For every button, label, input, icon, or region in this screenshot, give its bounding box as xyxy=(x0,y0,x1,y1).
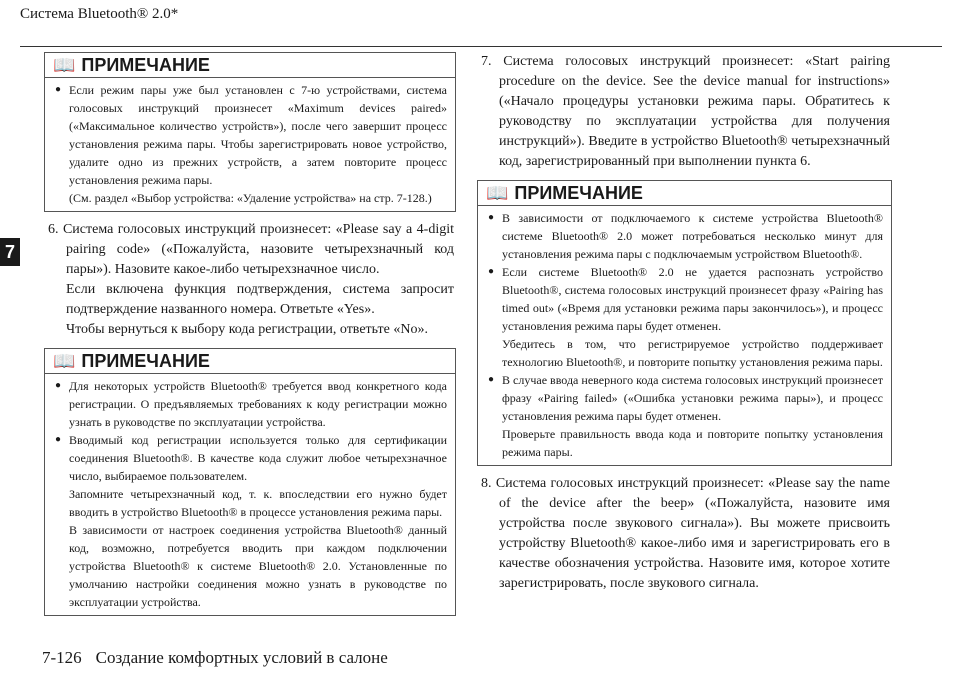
note-book-icon: 📖 xyxy=(53,55,76,75)
header-rule xyxy=(20,46,942,47)
note-bullet: ● В случае ввода неверного кода система голосовых инструкций произнесет фразу «Pairing failed» («Ошибка установки режима пары»), и процесс установления режима пары будет отменен. xyxy=(488,371,883,425)
note-box-registration-code xyxy=(44,348,456,616)
note-text: Проверьте правильность ввода кода и повторите попытку установления режима пары. xyxy=(502,427,883,459)
note-title: ПРИМЕЧАНИЕ xyxy=(81,351,210,371)
note-title: ПРИМЕЧАНИЕ xyxy=(514,183,643,203)
note-bullet: ● Для некоторых устройств Bluetooth® требуется ввод конкретного кода регистрации. О предъявляемых требованиях к коду регистрации можно узнать в руководстве по эксплуатации устройства. xyxy=(55,377,447,431)
note-book-icon: 📖 xyxy=(53,351,76,371)
note-bullet: ● Если режим пары уже был установлен с 7-ю устройствами, система голосовых инструкций произнесет «Maximum devices paired» («Максимальное количество устройств»), после чего завершит процесс установления режима пары. Чтобы зарегистрировать новое устройство, удалите одно из прежних устройств, а затем повторите процесс установления режима пары. xyxy=(55,81,447,189)
page-number: 7-126 xyxy=(42,648,82,667)
note-title: ПРИМЕЧАНИЕ xyxy=(81,55,210,75)
note-text: Убедитесь в том, что регистрируемое устройство поддерживает технологию Bluetooth®, и повторите попытку установления режима пары. xyxy=(502,337,883,369)
note-box-max-devices xyxy=(44,52,456,212)
footer xyxy=(42,648,402,668)
running-header: Система Bluetooth® 2.0* xyxy=(20,6,179,22)
note-text: Запомните четырехзначный код, т. к. впоследствии его нужно будет вводить в устройство Bluetooth® в процессе установления режима пары. xyxy=(69,487,447,519)
note-box-pairing-errors xyxy=(477,180,892,466)
chapter-tab: 7 xyxy=(0,238,20,266)
left-column xyxy=(44,52,456,616)
note-text: В зависимости от настроек соединения устройства Bluetooth® данный код, возможно, потребуется вводить при каждом подключении устройства Bluetooth® к системе Bluetooth® 2.0. Установленные по умолчанию настройки соединения можно узнать в руководстве по эксплуатации устройства. xyxy=(69,523,447,609)
right-column xyxy=(477,52,892,594)
step-7: 7. Система голосовых инструкций произнесет: «Start pairing procedure on the device. See the device manual for instructions» («Начало процедуры установки режима пары. Обратитесь к руководству по эксплуатации устройства для получения инструкций»). Введите в устройство Bluetooth® четырехзначный код, зарегистрированный при выполнении пункта 6. xyxy=(481,54,890,169)
note-bullet: ● В зависимости от подключаемого к системе устройства Bluetooth® системе Bluetooth® 2.0 может потребоваться несколько минут для установления режима пары с подключаемым устройством Bluetooth®. xyxy=(488,209,883,263)
note-bullet: ● Если системе Bluetooth® 2.0 не удается распознать устройство Bluetooth®, система голосовых инструкций произнесет фразу «Pairing has timed out» («Время для установки режима пары закончилось»), и процесс установления режима пары будет отменен. xyxy=(488,263,883,335)
section-title: Создание комфортных условий в салоне xyxy=(95,648,388,667)
note-text: (См. раздел «Выбор устройства: «Удаление устройства» на стр. 7-128.) xyxy=(69,191,432,205)
step-6: 6. Система голосовых инструкций произнесет: «Please say a 4-digit pairing code» («Пожалуйста, назовите четырехзначный код пары»). Назовите какое-либо четырехзначное число. Если включена функция подтверждения, система запросит подтверждение названного номера. Ответьте «Yes». Чтобы вернуться к выбору кода регистрации, ответьте «No». xyxy=(48,222,454,337)
note-book-icon: 📖 xyxy=(486,183,509,203)
note-bullet: ● Вводимый код регистрации используется только для сертификации соединения Bluetooth®. В качестве кода служит любое четырехзначное число, выбираемое пользователем. xyxy=(55,431,447,485)
step-8: 8. Система голосовых инструкций произнесет: «Please say the name of the device after the beep» («Пожалуйста, назовите имя устройства после звукового сигнала»). Вы можете присвоить устройству Bluetooth® какое-либо имя и зарегистрировать его в качестве обозначения устройства. Назовите имя, которое хотите зарегистрировать, после звукового сигнала. xyxy=(481,476,890,591)
